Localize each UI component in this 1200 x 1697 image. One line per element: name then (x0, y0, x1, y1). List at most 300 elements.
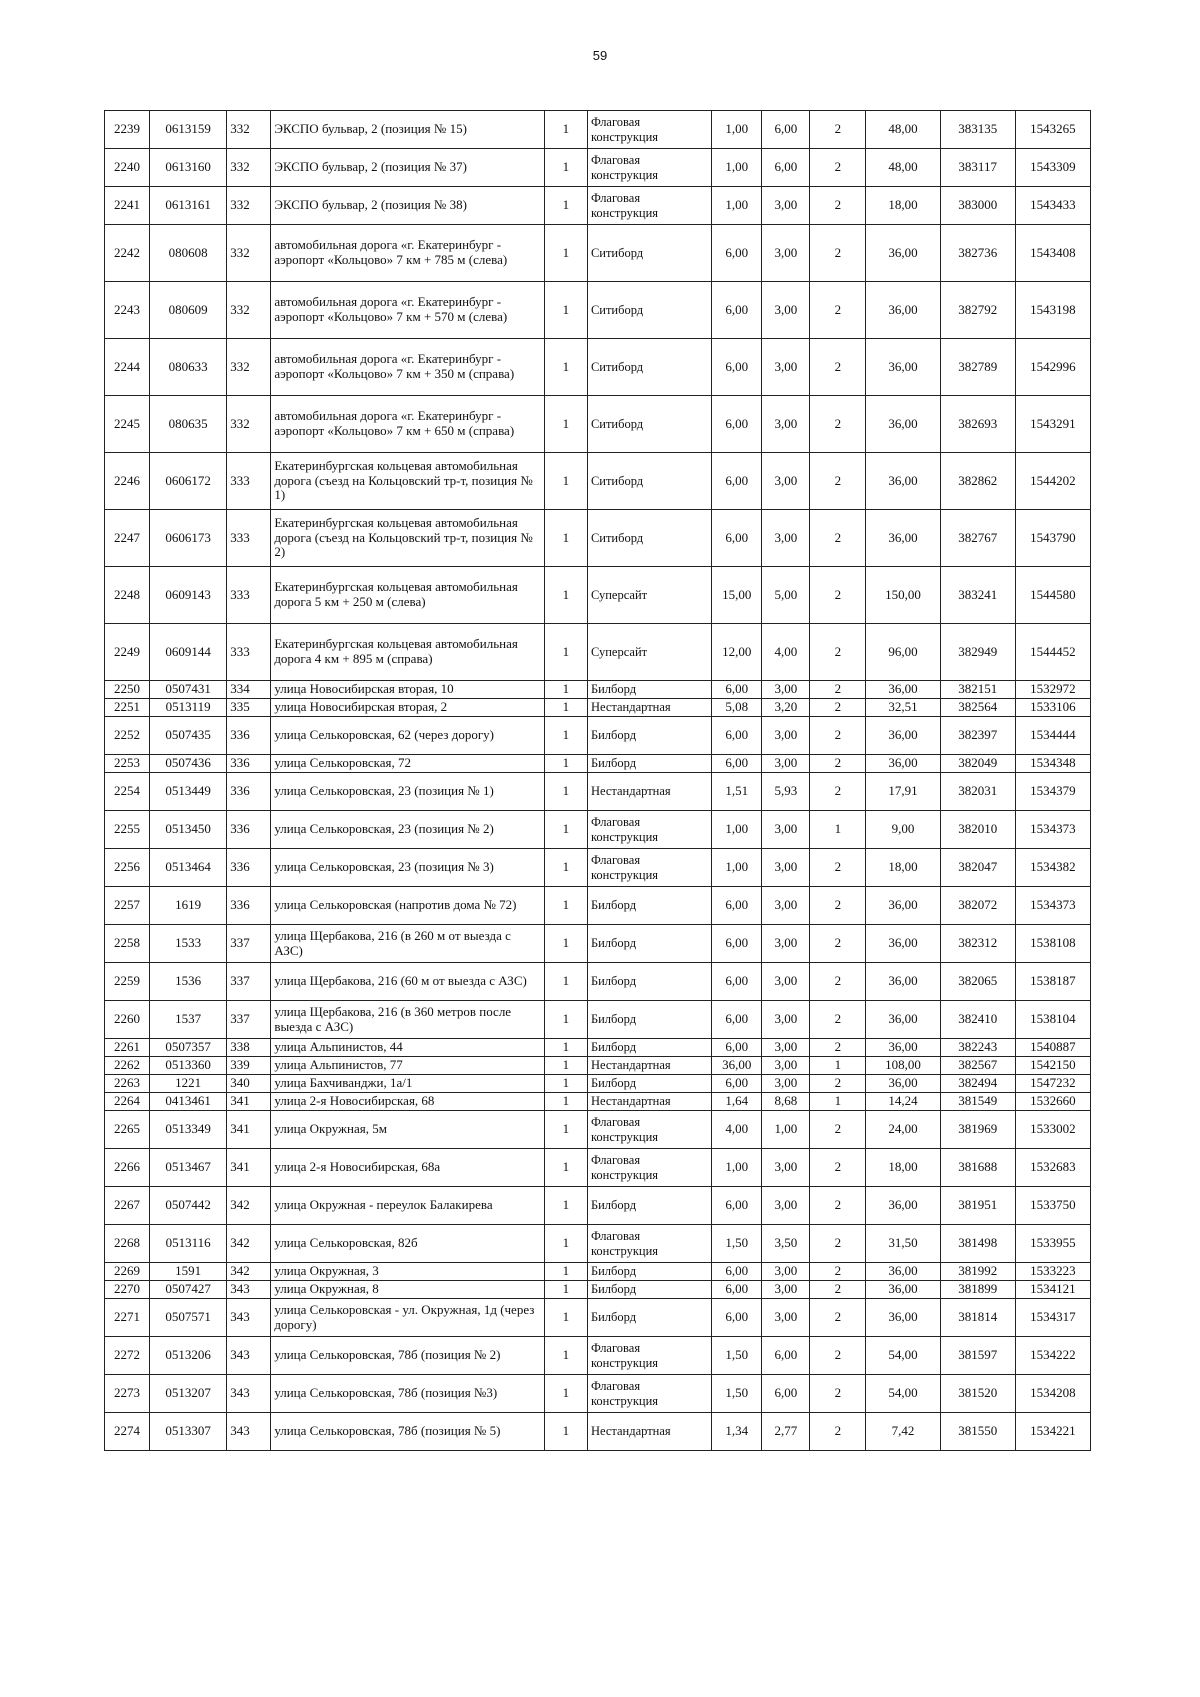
row-number-cell: 2259 (105, 963, 150, 1001)
structure-type-cell: Нестандартная (587, 1093, 711, 1111)
width-cell: 6,00 (712, 1263, 762, 1281)
structure-type-cell: Билборд (587, 887, 711, 925)
zone-cell: 332 (227, 111, 271, 149)
zone-cell: 334 (227, 681, 271, 699)
height-cell: 3,00 (762, 339, 810, 396)
structure-code-cell: 080609 (150, 282, 227, 339)
structure-type-cell: Билборд (587, 1281, 711, 1299)
zone-cell: 332 (227, 282, 271, 339)
sides-cell: 1 (544, 1375, 587, 1413)
structure-code-cell: 1533 (150, 925, 227, 963)
table-row (105, 1413, 1091, 1451)
height-cell: 3,00 (762, 510, 810, 567)
count-cell: 2 (810, 1225, 866, 1263)
coord-y-cell: 1542996 (1015, 339, 1090, 396)
table-row (105, 1187, 1091, 1225)
coord-y-cell: 1542150 (1015, 1057, 1090, 1075)
coord-y-cell: 1532972 (1015, 681, 1090, 699)
coord-x-cell: 381814 (940, 1299, 1015, 1337)
zone-cell: 340 (227, 1075, 271, 1093)
row-number-cell: 2261 (105, 1039, 150, 1057)
zone-cell: 333 (227, 624, 271, 681)
count-cell: 2 (810, 681, 866, 699)
zone-cell: 343 (227, 1299, 271, 1337)
coord-x-cell: 382047 (940, 849, 1015, 887)
zone-cell: 336 (227, 849, 271, 887)
coord-x-cell: 383135 (940, 111, 1015, 149)
coord-y-cell: 1538104 (1015, 1001, 1090, 1039)
width-cell: 6,00 (712, 453, 762, 510)
coord-x-cell: 381597 (940, 1337, 1015, 1375)
count-cell: 2 (810, 1375, 866, 1413)
count-cell: 2 (810, 111, 866, 149)
row-number-cell: 2246 (105, 453, 150, 510)
count-cell: 2 (810, 453, 866, 510)
structure-type-cell: Билборд (587, 1187, 711, 1225)
row-number-cell: 2270 (105, 1281, 150, 1299)
coord-y-cell: 1534121 (1015, 1281, 1090, 1299)
row-number-cell: 2248 (105, 567, 150, 624)
area-cell: 36,00 (866, 510, 940, 567)
height-cell: 3,00 (762, 717, 810, 755)
address-cell: автомобильная дорога «г. Екатеринбург - аэропорт «Кольцово» 7 км + 350 м (справа) (271, 339, 545, 396)
structure-type-cell: Ситиборд (587, 225, 711, 282)
coord-x-cell: 382494 (940, 1075, 1015, 1093)
height-cell: 3,00 (762, 1149, 810, 1187)
row-number-cell: 2253 (105, 755, 150, 773)
width-cell: 1,34 (712, 1413, 762, 1451)
sides-cell: 1 (544, 111, 587, 149)
structure-code-cell: 0613161 (150, 187, 227, 225)
height-cell: 3,00 (762, 282, 810, 339)
table-row (105, 1001, 1091, 1039)
table-row (105, 111, 1091, 149)
area-cell: 36,00 (866, 925, 940, 963)
coord-y-cell: 1533955 (1015, 1225, 1090, 1263)
width-cell: 1,00 (712, 849, 762, 887)
table-row (105, 699, 1091, 717)
count-cell: 2 (810, 396, 866, 453)
row-number-cell: 2260 (105, 1001, 150, 1039)
structure-type-cell: Флаговая конструкция (587, 1225, 711, 1263)
address-cell: автомобильная дорога «г. Екатеринбург - аэропорт «Кольцово» 7 км + 785 м (слева) (271, 225, 545, 282)
area-cell: 36,00 (866, 1039, 940, 1057)
height-cell: 3,00 (762, 1057, 810, 1075)
count-cell: 2 (810, 773, 866, 811)
area-cell: 36,00 (866, 225, 940, 282)
height-cell: 3,00 (762, 225, 810, 282)
sides-cell: 1 (544, 567, 587, 624)
row-number-cell: 2273 (105, 1375, 150, 1413)
structure-type-cell: Билборд (587, 1263, 711, 1281)
address-cell: автомобильная дорога «г. Екатеринбург - аэропорт «Кольцово» 7 км + 650 м (справа) (271, 396, 545, 453)
area-cell: 36,00 (866, 681, 940, 699)
coord-x-cell: 382564 (940, 699, 1015, 717)
structure-code-cell: 0507442 (150, 1187, 227, 1225)
count-cell: 2 (810, 339, 866, 396)
table-row (105, 1111, 1091, 1149)
width-cell: 1,00 (712, 811, 762, 849)
structure-code-cell: 080608 (150, 225, 227, 282)
structure-code-cell: 0606172 (150, 453, 227, 510)
coord-y-cell: 1532660 (1015, 1093, 1090, 1111)
zone-cell: 337 (227, 925, 271, 963)
structure-code-cell: 1536 (150, 963, 227, 1001)
table-row (105, 1375, 1091, 1413)
zone-cell: 343 (227, 1337, 271, 1375)
count-cell: 2 (810, 149, 866, 187)
row-number-cell: 2239 (105, 111, 150, 149)
table-row (105, 717, 1091, 755)
table-row (105, 925, 1091, 963)
area-cell: 108,00 (866, 1057, 940, 1075)
count-cell: 2 (810, 187, 866, 225)
table-row (105, 1263, 1091, 1281)
width-cell: 6,00 (712, 339, 762, 396)
sides-cell: 1 (544, 339, 587, 396)
area-cell: 36,00 (866, 1187, 940, 1225)
coord-x-cell: 382736 (940, 225, 1015, 282)
table-row (105, 453, 1091, 510)
address-cell: улица Селькоровская (напротив дома № 72) (271, 887, 545, 925)
structure-code-cell: 0507357 (150, 1039, 227, 1057)
zone-cell: 333 (227, 510, 271, 567)
width-cell: 6,00 (712, 1075, 762, 1093)
width-cell: 5,08 (712, 699, 762, 717)
row-number-cell: 2243 (105, 282, 150, 339)
width-cell: 1,50 (712, 1375, 762, 1413)
coord-y-cell: 1538187 (1015, 963, 1090, 1001)
area-cell: 150,00 (866, 567, 940, 624)
coord-x-cell: 382010 (940, 811, 1015, 849)
coord-y-cell: 1533002 (1015, 1111, 1090, 1149)
coord-y-cell: 1533106 (1015, 699, 1090, 717)
row-number-cell: 2251 (105, 699, 150, 717)
height-cell: 6,00 (762, 1337, 810, 1375)
height-cell: 5,00 (762, 567, 810, 624)
structure-type-cell: Билборд (587, 1039, 711, 1057)
structure-code-cell: 1537 (150, 1001, 227, 1039)
table-row (105, 225, 1091, 282)
structure-code-cell: 0513464 (150, 849, 227, 887)
row-number-cell: 2266 (105, 1149, 150, 1187)
sides-cell: 1 (544, 1263, 587, 1281)
table-row (105, 681, 1091, 699)
sides-cell: 1 (544, 396, 587, 453)
coord-x-cell: 383000 (940, 187, 1015, 225)
address-cell: Екатеринбургская кольцевая автомобильная дорога (съезд на Кольцовский тр-т, позиция № 2) (271, 510, 545, 567)
address-cell: улица Селькоровская, 78б (позиция № 5) (271, 1413, 545, 1451)
address-cell: Екатеринбургская кольцевая автомобильная дорога (съезд на Кольцовский тр-т, позиция № 1) (271, 453, 545, 510)
coord-x-cell: 382243 (940, 1039, 1015, 1057)
coord-x-cell: 382049 (940, 755, 1015, 773)
structure-type-cell: Билборд (587, 1075, 711, 1093)
structure-type-cell: Билборд (587, 963, 711, 1001)
zone-cell: 338 (227, 1039, 271, 1057)
structure-type-cell: Флаговая конструкция (587, 111, 711, 149)
coord-y-cell: 1534208 (1015, 1375, 1090, 1413)
table-row (105, 811, 1091, 849)
width-cell: 1,51 (712, 773, 762, 811)
sides-cell: 1 (544, 1111, 587, 1149)
area-cell: 17,91 (866, 773, 940, 811)
table-row (105, 887, 1091, 925)
height-cell: 3,00 (762, 925, 810, 963)
table-row (105, 624, 1091, 681)
area-cell: 96,00 (866, 624, 940, 681)
count-cell: 1 (810, 1093, 866, 1111)
count-cell: 1 (810, 1057, 866, 1075)
width-cell: 6,00 (712, 925, 762, 963)
coord-y-cell: 1532683 (1015, 1149, 1090, 1187)
row-number-cell: 2274 (105, 1413, 150, 1451)
address-cell: улица Новосибирская вторая, 2 (271, 699, 545, 717)
zone-cell: 336 (227, 811, 271, 849)
address-cell: Екатеринбургская кольцевая автомобильная дорога 4 км + 895 м (справа) (271, 624, 545, 681)
structure-code-cell: 0507436 (150, 755, 227, 773)
width-cell: 1,00 (712, 111, 762, 149)
area-cell: 31,50 (866, 1225, 940, 1263)
height-cell: 3,00 (762, 453, 810, 510)
coord-y-cell: 1544580 (1015, 567, 1090, 624)
coord-x-cell: 381688 (940, 1149, 1015, 1187)
height-cell: 3,00 (762, 887, 810, 925)
structure-code-cell: 0606173 (150, 510, 227, 567)
sides-cell: 1 (544, 1337, 587, 1375)
count-cell: 2 (810, 925, 866, 963)
zone-cell: 336 (227, 887, 271, 925)
structure-type-cell: Флаговая конструкция (587, 1375, 711, 1413)
area-cell: 32,51 (866, 699, 940, 717)
area-cell: 14,24 (866, 1093, 940, 1111)
count-cell: 2 (810, 1337, 866, 1375)
structure-type-cell: Флаговая конструкция (587, 149, 711, 187)
structure-code-cell: 1591 (150, 1263, 227, 1281)
area-cell: 36,00 (866, 339, 940, 396)
sides-cell: 1 (544, 849, 587, 887)
structure-code-cell: 0513307 (150, 1413, 227, 1451)
row-number-cell: 2265 (105, 1111, 150, 1149)
row-number-cell: 2262 (105, 1057, 150, 1075)
address-cell: Екатеринбургская кольцевая автомобильная дорога 5 км + 250 м (слева) (271, 567, 545, 624)
coord-x-cell: 381899 (940, 1281, 1015, 1299)
coord-y-cell: 1533750 (1015, 1187, 1090, 1225)
height-cell: 3,00 (762, 1075, 810, 1093)
coord-y-cell: 1533223 (1015, 1263, 1090, 1281)
area-cell: 36,00 (866, 396, 940, 453)
structure-type-cell: Ситиборд (587, 396, 711, 453)
area-cell: 48,00 (866, 111, 940, 149)
width-cell: 6,00 (712, 1039, 762, 1057)
coord-x-cell: 382693 (940, 396, 1015, 453)
sides-cell: 1 (544, 1039, 587, 1057)
structure-code-cell: 0613159 (150, 111, 227, 149)
coord-x-cell: 382949 (940, 624, 1015, 681)
width-cell: 12,00 (712, 624, 762, 681)
sides-cell: 1 (544, 1299, 587, 1337)
height-cell: 3,00 (762, 1039, 810, 1057)
sides-cell: 1 (544, 1093, 587, 1111)
height-cell: 3,20 (762, 699, 810, 717)
address-cell: улица Селькоровская, 62 (через дорогу) (271, 717, 545, 755)
sides-cell: 1 (544, 755, 587, 773)
width-cell: 6,00 (712, 963, 762, 1001)
area-cell: 36,00 (866, 755, 940, 773)
area-cell: 48,00 (866, 149, 940, 187)
count-cell: 2 (810, 717, 866, 755)
structure-type-cell: Суперсайт (587, 567, 711, 624)
zone-cell: 335 (227, 699, 271, 717)
structure-type-cell: Нестандартная (587, 1057, 711, 1075)
count-cell: 2 (810, 755, 866, 773)
structure-type-cell: Нестандартная (587, 699, 711, 717)
width-cell: 36,00 (712, 1057, 762, 1075)
coord-x-cell: 381549 (940, 1093, 1015, 1111)
zone-cell: 333 (227, 453, 271, 510)
count-cell: 2 (810, 887, 866, 925)
count-cell: 2 (810, 225, 866, 282)
height-cell: 4,00 (762, 624, 810, 681)
zone-cell: 342 (227, 1187, 271, 1225)
address-cell: улица Щербакова, 216 (в 360 метров после выезда с АЗС) (271, 1001, 545, 1039)
coord-y-cell: 1534222 (1015, 1337, 1090, 1375)
structure-type-cell: Флаговая конструкция (587, 1149, 711, 1187)
structure-code-cell: 0613160 (150, 149, 227, 187)
zone-cell: 336 (227, 717, 271, 755)
coord-y-cell: 1543265 (1015, 111, 1090, 149)
structure-code-cell: 0513207 (150, 1375, 227, 1413)
width-cell: 1,50 (712, 1337, 762, 1375)
width-cell: 6,00 (712, 887, 762, 925)
structure-code-cell: 0413461 (150, 1093, 227, 1111)
height-cell: 6,00 (762, 1375, 810, 1413)
table-row (105, 1225, 1091, 1263)
zone-cell: 341 (227, 1111, 271, 1149)
coord-y-cell: 1534373 (1015, 811, 1090, 849)
area-cell: 54,00 (866, 1337, 940, 1375)
address-cell: улица Селькоровская, 72 (271, 755, 545, 773)
count-cell: 2 (810, 1001, 866, 1039)
coord-x-cell: 382792 (940, 282, 1015, 339)
row-number-cell: 2242 (105, 225, 150, 282)
coord-y-cell: 1543790 (1015, 510, 1090, 567)
table-row (105, 1299, 1091, 1337)
area-cell: 36,00 (866, 887, 940, 925)
zone-cell: 337 (227, 963, 271, 1001)
count-cell: 2 (810, 849, 866, 887)
coord-x-cell: 382072 (940, 887, 1015, 925)
width-cell: 6,00 (712, 225, 762, 282)
sides-cell: 1 (544, 773, 587, 811)
width-cell: 6,00 (712, 1187, 762, 1225)
structure-type-cell: Билборд (587, 755, 711, 773)
count-cell: 1 (810, 811, 866, 849)
sides-cell: 1 (544, 624, 587, 681)
width-cell: 4,00 (712, 1111, 762, 1149)
height-cell: 3,00 (762, 1281, 810, 1299)
sides-cell: 1 (544, 811, 587, 849)
zone-cell: 341 (227, 1093, 271, 1111)
coord-y-cell: 1543198 (1015, 282, 1090, 339)
structure-type-cell: Флаговая конструкция (587, 1111, 711, 1149)
table-row (105, 187, 1091, 225)
table-row (105, 1075, 1091, 1093)
structure-code-cell: 0507571 (150, 1299, 227, 1337)
zone-cell: 343 (227, 1281, 271, 1299)
zone-cell: 332 (227, 396, 271, 453)
width-cell: 15,00 (712, 567, 762, 624)
sides-cell: 1 (544, 1075, 587, 1093)
structure-type-cell: Билборд (587, 717, 711, 755)
table-row (105, 963, 1091, 1001)
coord-y-cell: 1534444 (1015, 717, 1090, 755)
structure-type-cell: Билборд (587, 925, 711, 963)
coord-y-cell: 1540887 (1015, 1039, 1090, 1057)
address-cell: улица Окружная, 8 (271, 1281, 545, 1299)
zone-cell: 342 (227, 1263, 271, 1281)
width-cell: 6,00 (712, 282, 762, 339)
structure-code-cell: 0507435 (150, 717, 227, 755)
sides-cell: 1 (544, 453, 587, 510)
address-cell: ЭКСПО бульвар, 2 (позиция № 38) (271, 187, 545, 225)
sides-cell: 1 (544, 887, 587, 925)
row-number-cell: 2247 (105, 510, 150, 567)
zone-cell: 339 (227, 1057, 271, 1075)
address-cell: улица Щербакова, 216 (60 м от выезда с АЗС) (271, 963, 545, 1001)
address-cell: улица Селькоровская, 82б (271, 1225, 545, 1263)
zone-cell: 332 (227, 149, 271, 187)
table-row (105, 849, 1091, 887)
address-cell: улица Селькоровская, 78б (позиция № 2) (271, 1337, 545, 1375)
row-number-cell: 2245 (105, 396, 150, 453)
structure-code-cell: 0513450 (150, 811, 227, 849)
height-cell: 3,00 (762, 963, 810, 1001)
structure-code-cell: 0507427 (150, 1281, 227, 1299)
coord-x-cell: 382312 (940, 925, 1015, 963)
address-cell: улица Окружная, 5м (271, 1111, 545, 1149)
row-number-cell: 2267 (105, 1187, 150, 1225)
count-cell: 2 (810, 1263, 866, 1281)
coord-y-cell: 1538108 (1015, 925, 1090, 963)
count-cell: 2 (810, 1149, 866, 1187)
coord-y-cell: 1544452 (1015, 624, 1090, 681)
zone-cell: 337 (227, 1001, 271, 1039)
zone-cell: 341 (227, 1149, 271, 1187)
width-cell: 6,00 (712, 681, 762, 699)
height-cell: 3,00 (762, 811, 810, 849)
height-cell: 3,50 (762, 1225, 810, 1263)
width-cell: 1,00 (712, 187, 762, 225)
count-cell: 2 (810, 1075, 866, 1093)
table-row (105, 1057, 1091, 1075)
width-cell: 6,00 (712, 755, 762, 773)
sides-cell: 1 (544, 1225, 587, 1263)
coord-x-cell: 381550 (940, 1413, 1015, 1451)
coord-x-cell: 383241 (940, 567, 1015, 624)
address-cell: улица Бахчиванджи, 1а/1 (271, 1075, 545, 1093)
table-body (105, 111, 1091, 1451)
address-cell: улица Селькоровская - ул. Окружная, 1д (через дорогу) (271, 1299, 545, 1337)
table-row (105, 1337, 1091, 1375)
area-cell: 36,00 (866, 1001, 940, 1039)
structure-code-cell: 0513467 (150, 1149, 227, 1187)
coord-x-cell: 382065 (940, 963, 1015, 1001)
coord-x-cell: 382567 (940, 1057, 1015, 1075)
sides-cell: 1 (544, 149, 587, 187)
table-row (105, 773, 1091, 811)
structure-type-cell: Флаговая конструкция (587, 187, 711, 225)
zone-cell: 343 (227, 1413, 271, 1451)
